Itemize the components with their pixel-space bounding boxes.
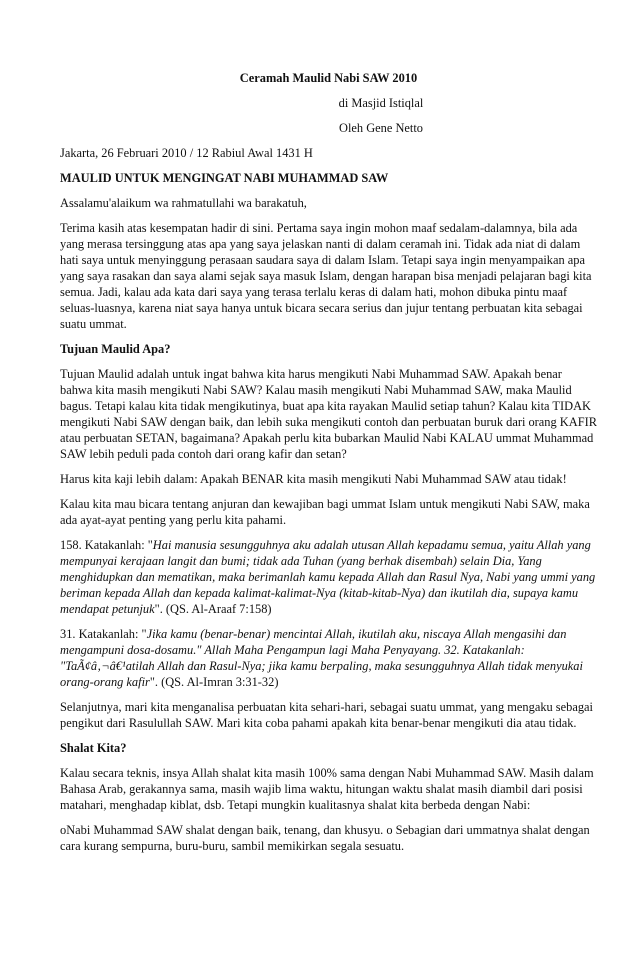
tujuan-paragraph-4: Selanjutnya, mari kita menganalisa perbuatan kita sehari-hari, sebagai suatu ummat, yang mengaku sebagai pengikut dari Rasulullah SAW. Mari kita coba pahami apakah kita benar-benar mengikuti dia atau tidak. <box>60 700 593 730</box>
document-title: Ceramah Maulid Nabi SAW 2010 <box>239 71 418 85</box>
greeting: Assalamu'alaikum wa rahmatullahi wa barakatuh, <box>60 196 307 210</box>
verse-al-araaf-text: Hai manusia sesungguhnya aku adalah utusan Allah kepadamu semua, yaitu Allah yang mempunyai kerajaan langit dan bumi; tidak ada Tuhan (yang berhak disembah) selain Dia, Yang menghidupkan dan mematikan, maka berimanlah kamu kepada Allah dan Rasul Nya, Nabi yang ummi yang beriman kepada Allah dan kepada kalimat-kalimat-Nya (kitab-kitab-Nya) dan ikutilah dia, supaya kamu mendapat petunjuk <box>60 538 596 616</box>
intro-paragraph: Terima kasih atas kesempatan hadir di sini. Pertama saya ingin mohon maaf sedalam-dalamnya, bila ada yang merasa tersinggung atas apa yang saya jelaskan nanti di dalam ceramah ini. Tidak ada niat di dalam hati saya untuk menyinggung perasaan saudara saya di dalam Islam. Tetapi saya ingin menyampaikan apa yang saya rasakan dan saya alami sejak saya masuk Islam, dengan harapan bisa menjadi pelajaran bagi kita semua. Jadi, kalau ada kata dari saya yang terasa terlalu keras di dalam hati, mohon dibuka pintu maaf seluas-luasnya, karena niat saya hanya untuk bicara secara serius dan jujur tentang perbuatan kita sebagai suatu ummat. <box>60 221 592 331</box>
verse-al-araaf-suffix: ". (QS. Al-Araaf 7:158) <box>154 602 272 616</box>
verse-al-imran-text: Jika kamu (benar-benar) mencintai Allah, ikutilah aku, niscaya Allah mengasihi dan mengampuni dosa-dosamu." Allah Maha Pengampun lagi Maha Penyayang. 32. Katakanlah: "TaÃ¢â‚¬â€¹atilah Allah dan Rasul-Nya; jika kamu berpaling, maka sesungguhnya Allah tidak menyukai orang-orang kafir <box>60 627 583 689</box>
verse-al-imran <box>60 626 597 690</box>
author-line: Oleh Gene Netto <box>339 121 423 135</box>
verse-al-imran-suffix: ". (QS. Al-Imran 3:31-32) <box>149 675 279 689</box>
verse-al-araaf-prefix: 158. Katakanlah: " <box>60 538 153 552</box>
section-heading-tujuan: Tujuan Maulid Apa? <box>60 342 171 356</box>
verse-al-imran-prefix: 31. Katakanlah: " <box>60 627 147 641</box>
dateline: Jakarta, 26 Februari 2010 / 12 Rabiul Awal 1431 H <box>60 146 313 160</box>
section-heading-shalat: Shalat Kita? <box>60 741 127 755</box>
tujuan-paragraph-3: Kalau kita mau bicara tentang anjuran dan kewajiban bagi ummat Islam untuk mengikuti Nabi SAW, maka ada ayat-ayat penting yang perlu kita pahami. <box>60 497 590 527</box>
shalat-paragraph-1: Kalau secara teknis, insya Allah shalat kita masih 100% sama dengan Nabi Muhammad SAW. Masih dalam Bahasa Arab, gerakannya sama, masih wajib lima waktu, hitungan waktu shalat masih diambil dari posisi matahari, menghadap kiblat, dsb. Tetapi mungkin kualitasnya shalat kita berbeda dengan Nabi: <box>60 766 594 812</box>
tujuan-paragraph-1: Tujuan Maulid adalah untuk ingat bahwa kita harus mengikuti Nabi Muhammad SAW. Apakah benar bahwa kita masih mengikuti Nabi SAW? Kalau masih mengikuti Nabi Muhammad SAW, maka Maulid bagus. Tetapi kalau kita tidak mengikutinya, buat apa kita rayakan Maulid setiap tahun? Kalau kita TIDAK mengikuti Nabi SAW dengan baik, dan lebih suka mengikuti contoh dan perbuatan buruk dari orang KAFIR atau perbuatan SETAN, bagaimana? Apakah perlu kita bubarkan Maulid Nabi KALAU ummat Muhammad SAW lebih peduli pada contoh dari orang kafir dan setan? <box>60 367 597 461</box>
venue-line: di Masjid Istiqlal <box>338 96 424 110</box>
tujuan-paragraph-2: Harus kita kaji lebih dalam: Apakah BENAR kita masih mengikuti Nabi Muhammad SAW atau tidak! <box>60 472 567 486</box>
verse-al-araaf <box>60 537 597 617</box>
shalat-paragraph-2: oNabi Muhammad SAW shalat dengan baik, tenang, dan khusyu. o Sebagian dari ummatnya shalat dengan cara kurang sempurna, buru-buru, sambil memikirkan segala sesuatu. <box>60 823 590 853</box>
main-heading: MAULID UNTUK MENGINGAT NABI MUHAMMAD SAW <box>60 171 389 185</box>
